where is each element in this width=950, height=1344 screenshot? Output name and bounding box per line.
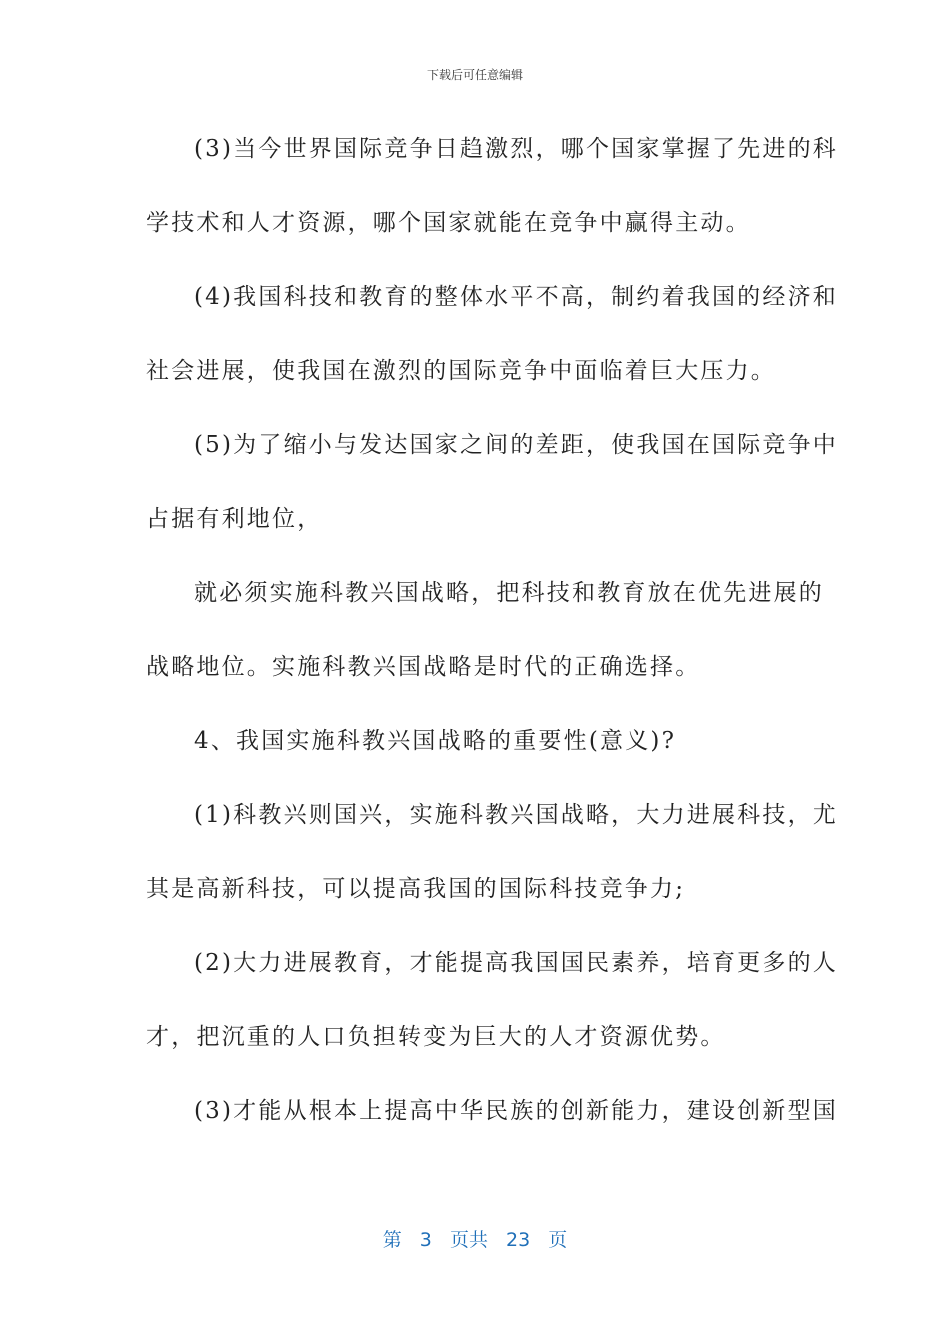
footer-prefix: 第 [382, 1229, 402, 1251]
text-line: 战略地位。实施科教兴国战略是时代的正确选择。 [146, 654, 701, 680]
text-line: 就必须实施科教兴国战略，把科技和教育放在优先进展的 [194, 580, 824, 606]
page-header: 下载后可任意编辑 [426, 68, 523, 82]
text-line: (3)才能从根本上提高中华民族的创新能力，建设创新型国 [194, 1098, 838, 1124]
text-line: 其是高新科技，可以提高我国的国际科技竞争力; [146, 876, 686, 902]
text-line: 4、我国实施科教兴国战略的重要性(意义)? [194, 728, 677, 754]
text-line: 社会进展，使我国在激烈的国际竞争中面临着巨大压力。 [146, 358, 776, 384]
text-line: 占据有利地位， [146, 506, 323, 532]
text-line: (1)科教兴则国兴，实施科教兴国战略，大力进展科技，尤 [194, 802, 838, 828]
text-line: 才，把沉重的人口负担转变为巨大的人才资源优势。 [146, 1024, 726, 1050]
text-line: (4)我国科技和教育的整体水平不高，制约着我国的经济和 [194, 284, 838, 310]
footer-suffix: 页 [548, 1229, 568, 1251]
page-number: 3 [419, 1229, 432, 1251]
text-line: 学技术和人才资源，哪个国家就能在竞争中赢得主动。 [146, 210, 751, 236]
text-line: (3)当今世界国际竞争日趋激烈，哪个国家掌握了先进的科 [194, 136, 838, 162]
text-line: (2)大力进展教育，才能提高我国国民素养，培育更多的人 [194, 950, 838, 976]
page-footer [0, 1225, 950, 1252]
footer-middle: 页共 [449, 1229, 488, 1251]
total-pages: 23 [506, 1229, 531, 1251]
text-line: (5)为了缩小与发达国家之间的差距，使我国在国际竞争中 [194, 432, 838, 458]
